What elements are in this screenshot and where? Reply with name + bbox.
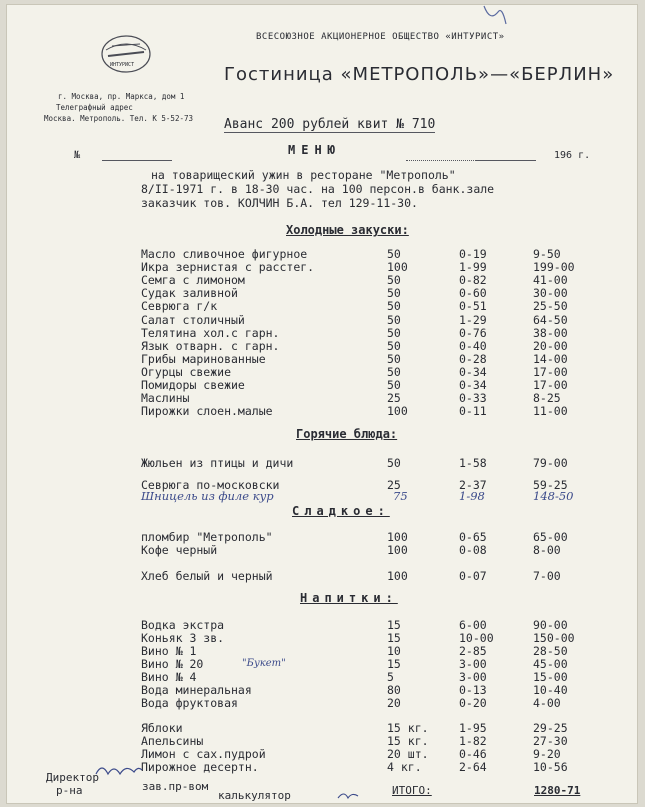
menu-row-name: пломбир "Метрополь": [141, 530, 273, 544]
menu-row-price: 1-99: [459, 260, 487, 275]
menu-row-price: 1-95: [459, 721, 487, 735]
director-label-2: р-на: [56, 784, 83, 797]
menu-row-price: 1-82: [459, 734, 487, 748]
menu-row-price: 1-29: [459, 312, 487, 327]
advance-note: Аванс 200 рублей квит № 710: [224, 117, 436, 132]
menu-row-total: 30-00: [533, 286, 568, 301]
menu-row-qty: 15: [387, 631, 401, 645]
menu-row-total: 17-00: [533, 378, 568, 392]
menu-row-total: 59-25: [533, 478, 568, 492]
menu-row-name: Водка экстра: [141, 618, 225, 632]
menu-row-qty: 25: [387, 478, 401, 492]
menu-row-total: 20-00: [533, 338, 568, 353]
menu-row-total: 90-00: [533, 618, 568, 632]
menu-row-qty: 100: [387, 530, 408, 544]
menu-row-name: Яблоки: [141, 721, 183, 735]
menu-row-total: 28-50: [533, 644, 568, 658]
intro-line-3: заказчик тов. КОЛЧИН Б.А. тел 129-11-30.: [141, 196, 418, 210]
menu-row-name: Пирожное десертн.: [141, 760, 259, 774]
menu-row-total: 10-40: [533, 683, 568, 697]
menu-row-qty: 5: [387, 670, 394, 684]
menu-row-qty: 15: [387, 657, 401, 671]
director-signature: [94, 760, 144, 780]
menu-row-name: Вино № 20: [141, 657, 204, 671]
menu-row-name: Севрюга по-московски: [141, 478, 280, 492]
menu-row-qty: 10: [387, 644, 401, 658]
date-line-2: [476, 160, 536, 161]
menu-row: [141, 696, 621, 710]
section-cold: Холодные закуски:: [286, 223, 409, 237]
menu-row-qty: 15 кг.: [387, 721, 429, 735]
menu-row-price: 2-37: [459, 478, 487, 492]
menu-row-total: 8-25: [533, 391, 561, 406]
calculator-signature: [336, 788, 366, 802]
menu-row-name: Вода минеральная: [141, 683, 252, 697]
address-line-1: г. Москва, пр. Маркса, дом 1: [58, 92, 185, 101]
menu-row-price: 0-19: [459, 247, 487, 261]
number-line: [102, 160, 172, 161]
menu-document: [6, 4, 638, 804]
logo-text: ИНТУРИСТ: [110, 62, 135, 68]
section-sweet: Сладкое:: [292, 504, 390, 518]
menu-row-qty: 80: [387, 683, 401, 697]
menu-row-price: 0-40: [459, 338, 487, 353]
menu-row-name: Вода фруктовая: [141, 696, 238, 710]
menu-row-total: 150-00: [533, 631, 575, 645]
menu-row-name: Маслины: [141, 391, 190, 406]
menu-row-name: Масло сливочное фигурное: [141, 247, 308, 261]
menu-row: [141, 260, 621, 274]
menu-row-total: 65-00: [533, 530, 568, 544]
menu-row-price: 0-08: [459, 543, 487, 557]
menu-row-name: Вино № 1: [141, 644, 197, 658]
menu-row-qty: 50: [387, 299, 401, 314]
section-hot: Горячие блюда:: [296, 427, 398, 441]
menu-row: [141, 543, 621, 557]
menu-row-total: 199-00: [533, 260, 575, 275]
menu-row-price: 0-82: [459, 273, 487, 288]
menu-row-price: 0-33: [459, 391, 487, 406]
menu-row-total: 14-00: [533, 351, 568, 366]
menu-row: [141, 760, 621, 774]
menu-row: [141, 299, 621, 313]
menu-row: [141, 326, 621, 340]
menu-row-total: 27-30: [533, 734, 568, 748]
menu-row: [141, 657, 621, 671]
menu-row-price: 0-28: [459, 351, 487, 366]
menu-row-price: 6-00: [459, 618, 487, 632]
menu-row: [141, 378, 621, 392]
menu-row-total: 45-00: [533, 657, 568, 671]
menu-row: [141, 721, 621, 735]
menu-row: [141, 683, 621, 697]
menu-row-total: 15-00: [533, 670, 568, 684]
director-label: Директор: [46, 771, 99, 784]
menu-row-total: 9-50: [533, 247, 561, 261]
menu-row-total: 64-50: [533, 312, 568, 327]
menu-row-qty: 50: [387, 378, 401, 392]
menu-row-qty: 20: [387, 696, 401, 710]
menu-row-qty: 50: [387, 364, 401, 379]
menu-row-name: Лимон с сах.пудрой: [141, 747, 266, 761]
menu-row-total: 11-00: [533, 404, 568, 419]
menu-row: [141, 339, 621, 353]
menu-row-name: Хлеб белый и черный: [141, 569, 273, 583]
menu-row-price: 3-00: [459, 670, 487, 684]
menu-row-price: 0-13: [459, 683, 487, 697]
menu-row-qty: 4 кг.: [387, 760, 422, 774]
menu-row-name: Судак заливной: [141, 286, 238, 301]
menu-row-qty: 50: [387, 325, 401, 340]
menu-row: [141, 747, 621, 761]
menu-row-total: 79-00: [533, 456, 568, 470]
date-line: [406, 160, 476, 161]
total-label: ИТОГО:: [392, 784, 432, 797]
menu-row-price: 0-46: [459, 747, 487, 761]
menu-row-price: 0-65: [459, 530, 487, 544]
menu-row-name: Помидоры свежие: [141, 378, 245, 392]
menu-row: [141, 404, 621, 418]
menu-row-name: Севрюга г/к: [141, 299, 218, 314]
menu-row: [141, 247, 621, 261]
handwritten-item: Шницель из филе кур 75 1-98 148-50: [141, 489, 574, 503]
drink-note: "Букет": [242, 658, 286, 669]
menu-row: [141, 365, 621, 379]
menu-row-total: 17-00: [533, 364, 568, 379]
menu-row-name: Икра зернистая с расстег.: [141, 260, 315, 275]
menu-row-qty: 50: [387, 286, 401, 301]
menu-row: [141, 313, 621, 327]
menu-row-total: 9-20: [533, 747, 561, 761]
menu-row: [141, 618, 621, 632]
menu-row-name: Семга с лимоном: [141, 273, 245, 288]
organization-name: ВСЕСОЮЗНОЕ АКЦИОНЕРНОЕ ОБЩЕСТВО «ИНТУРИСТ»: [256, 32, 505, 42]
handwritten-mark-top: [476, 4, 516, 28]
menu-row-total: 8-00: [533, 543, 561, 557]
menu-row-total: 41-00: [533, 273, 568, 288]
menu-row-qty: 50: [387, 351, 401, 366]
menu-row-price: 1-58: [459, 456, 487, 470]
menu-row-name: Телятина хол.с гарн.: [141, 325, 280, 340]
hotel-name: Гостиница «МЕТРОПОЛЬ»—«БЕРЛИН»: [224, 64, 615, 85]
menu-row-price: 0-34: [459, 364, 487, 379]
menu-row-price: 0-20: [459, 696, 487, 710]
menu-row-name: Коньяк 3 зв.: [141, 631, 225, 645]
menu-row-name: Жюльен из птицы и дичи: [141, 456, 294, 470]
total-value: 1280-71: [534, 784, 581, 797]
menu-row-total: 25-50: [533, 299, 568, 314]
menu-row-qty: 50: [387, 247, 401, 261]
menu-row: [141, 352, 621, 366]
menu-row: [141, 391, 621, 405]
menu-row-name: Грибы маринованные: [141, 351, 266, 366]
menu-row-name: Огурцы свежие: [141, 364, 232, 379]
section-drinks: Напитки:: [300, 591, 398, 605]
menu-row-price: 0-11: [459, 404, 487, 419]
menu-row-qty: 25: [387, 391, 401, 406]
menu-row-price: 0-51: [459, 299, 487, 314]
menu-row-qty: 100: [387, 404, 408, 419]
menu-row-name: Апельсины: [141, 734, 204, 748]
menu-row-qty: 100: [387, 569, 408, 583]
menu-row-total: 4-00: [533, 696, 561, 710]
menu-row: [141, 644, 621, 658]
menu-row-price: 3-00: [459, 657, 487, 671]
menu-row-qty: 100: [387, 260, 408, 275]
document-number: №: [74, 150, 81, 161]
menu-row-qty: 50: [387, 456, 401, 470]
manager-label: зав.пр-вом: [142, 780, 209, 793]
menu-row: [141, 273, 621, 287]
menu-row: [141, 631, 621, 645]
menu-title: МЕНЮ: [288, 143, 341, 157]
address-line-3: Москва. Метрополь. Тел. К 5-52-73: [44, 114, 194, 123]
menu-row: [141, 530, 621, 544]
menu-row-qty: 50: [387, 312, 401, 327]
menu-row-total: 29-25: [533, 721, 568, 735]
menu-row-qty: 15: [387, 618, 401, 632]
menu-row-price: 0-76: [459, 325, 487, 340]
menu-row: [141, 456, 621, 470]
menu-row-price: 2-85: [459, 644, 487, 658]
menu-row: [141, 670, 621, 684]
menu-row-price: 0-34: [459, 378, 487, 392]
address-line-2: Телеграфный адрес: [56, 103, 133, 112]
menu-row-name: Пирожки слоен.малые: [141, 404, 273, 419]
menu-row-name: Вино № 4: [141, 670, 197, 684]
menu-row-name: Кофе черный: [141, 543, 218, 557]
menu-row-qty: 15 кг.: [387, 734, 429, 748]
calculator-label: калькулятор: [218, 789, 291, 802]
menu-row-qty: 20 шт.: [387, 747, 429, 761]
menu-row-price: 0-60: [459, 286, 487, 301]
menu-row-qty: 100: [387, 543, 408, 557]
intro-line-2: 8/II-1971 г. в 18-30 час. на 100 персон.в банк.зале: [141, 182, 495, 196]
menu-row-price: 0-07: [459, 569, 487, 583]
menu-row-total: 38-00: [533, 325, 568, 340]
menu-row-total: 7-00: [533, 569, 561, 583]
menu-row-price: 10-00: [459, 631, 494, 645]
menu-row: [141, 569, 621, 583]
menu-row: [141, 286, 621, 300]
menu-row-price: 2-64: [459, 760, 487, 774]
menu-row-qty: 50: [387, 338, 401, 353]
year-suffix: 196 г.: [554, 150, 591, 161]
intro-line-1: на товарищеский ужин в ресторане "Метрополь": [151, 168, 456, 182]
menu-row-total: 10-56: [533, 760, 568, 774]
menu-row-name: Язык отварн. с гарн.: [141, 338, 280, 353]
intourist-logo: [100, 34, 152, 74]
menu-row: [141, 734, 621, 748]
menu-row-qty: 50: [387, 273, 401, 288]
menu-row-name: Салат столичный: [141, 312, 245, 327]
